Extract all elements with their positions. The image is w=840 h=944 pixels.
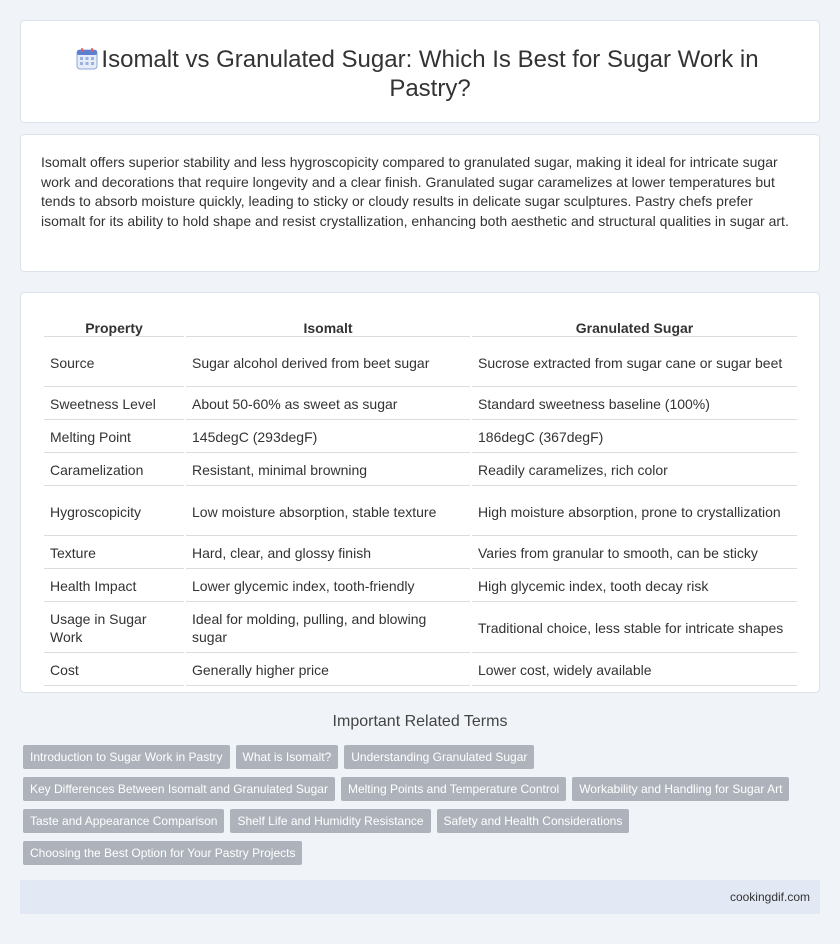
- table-cell: Lower cost, widely available: [472, 655, 797, 686]
- table-row: [44, 422, 797, 453]
- table-row: [44, 339, 797, 387]
- tag-link[interactable]: Safety and Health Considerations: [437, 809, 630, 833]
- table-cell: Sweetness Level: [44, 389, 184, 420]
- table-cell: Usage in Sugar Work: [44, 604, 184, 653]
- table-cell: Texture: [44, 538, 184, 569]
- tag-link[interactable]: Choosing the Best Option for Your Pastry Projects: [23, 841, 302, 865]
- table-row: [44, 455, 797, 486]
- table-cell: Cost: [44, 655, 184, 686]
- table-row: [44, 571, 797, 602]
- table-cell: Source: [44, 339, 184, 387]
- table-cell: Melting Point: [44, 422, 184, 453]
- tag-link[interactable]: Understanding Granulated Sugar: [344, 745, 534, 769]
- tag-link[interactable]: Key Differences Between Isomalt and Granulated Sugar: [23, 777, 335, 801]
- related-terms-title: Important Related Terms: [332, 713, 508, 730]
- page-title: Isomalt vs Granulated Sugar: Which Is Best for Sugar Work in Pastry?: [101, 46, 759, 102]
- intro-paragraph: Isomalt offers superior stability and less hygroscopicity compared to granulated sugar, making it ideal for intricate sugar work and decorations that require longevity and a clear finish. Granulated sugar caramelizes at lower temperatures but tends to absorb moisture quickly, leading to sticky or cloudy results in delicate sugar sculptures. Pastry chefs prefer isomalt for its ability to hold shape and resist crystallization, enhancing both aesthetic and structural qualities in sugar art.: [41, 154, 789, 229]
- table-cell: Hard, clear, and glossy finish: [186, 538, 470, 569]
- related-terms-tags: [23, 745, 813, 865]
- column-header: Granulated Sugar: [472, 315, 797, 337]
- table-row: [44, 538, 797, 569]
- intro-card: [20, 134, 820, 272]
- tag-link[interactable]: Introduction to Sugar Work in Pastry: [23, 745, 230, 769]
- table-cell: Hygroscopicity: [44, 488, 184, 536]
- footer: [20, 880, 820, 914]
- table-cell: Resistant, minimal browning: [186, 455, 470, 486]
- comparison-table: [42, 313, 799, 688]
- table-row: [44, 389, 797, 420]
- column-header: Property: [44, 315, 184, 337]
- table-cell: Low moisture absorption, stable texture: [186, 488, 470, 536]
- table-cell: Sucrose extracted from sugar cane or sugar beet: [472, 339, 797, 387]
- table-cell: About 50-60% as sweet as sugar: [186, 389, 470, 420]
- tag-link[interactable]: What is Isomalt?: [236, 745, 339, 769]
- table-row: [44, 488, 797, 536]
- table-cell: Health Impact: [44, 571, 184, 602]
- table-cell: High moisture absorption, prone to crystallization: [472, 488, 797, 536]
- table-cell: Generally higher price: [186, 655, 470, 686]
- tag-link[interactable]: Melting Points and Temperature Control: [341, 777, 566, 801]
- tag-link[interactable]: Taste and Appearance Comparison: [23, 809, 224, 833]
- table-row: [44, 655, 797, 686]
- table-cell: High glycemic index, tooth decay risk: [472, 571, 797, 602]
- tag-link[interactable]: Workability and Handling for Sugar Art: [572, 777, 789, 801]
- footer-site: cookingdif.com: [729, 890, 810, 904]
- tag-link[interactable]: Shelf Life and Humidity Resistance: [230, 809, 430, 833]
- table-cell: Ideal for molding, pulling, and blowing sugar: [186, 604, 470, 653]
- table-cell: Readily caramelizes, rich color: [472, 455, 797, 486]
- table-cell: Lower glycemic index, tooth-friendly: [186, 571, 470, 602]
- table-cell: Caramelization: [44, 455, 184, 486]
- table-cell: 145degC (293degF): [186, 422, 470, 453]
- table-cell: 186degC (367degF): [472, 422, 797, 453]
- header-card: [20, 20, 820, 123]
- table-header-row: [44, 315, 797, 337]
- table-cell: Sugar alcohol derived from beet sugar: [186, 339, 470, 387]
- table-row: [44, 604, 797, 653]
- table-cell: Traditional choice, less stable for intricate shapes: [472, 604, 797, 653]
- table-cell: Standard sweetness baseline (100%): [472, 389, 797, 420]
- table-cell: Varies from granular to smooth, can be sticky: [472, 538, 797, 569]
- column-header: Isomalt: [186, 315, 470, 337]
- comparison-card: [20, 292, 820, 693]
